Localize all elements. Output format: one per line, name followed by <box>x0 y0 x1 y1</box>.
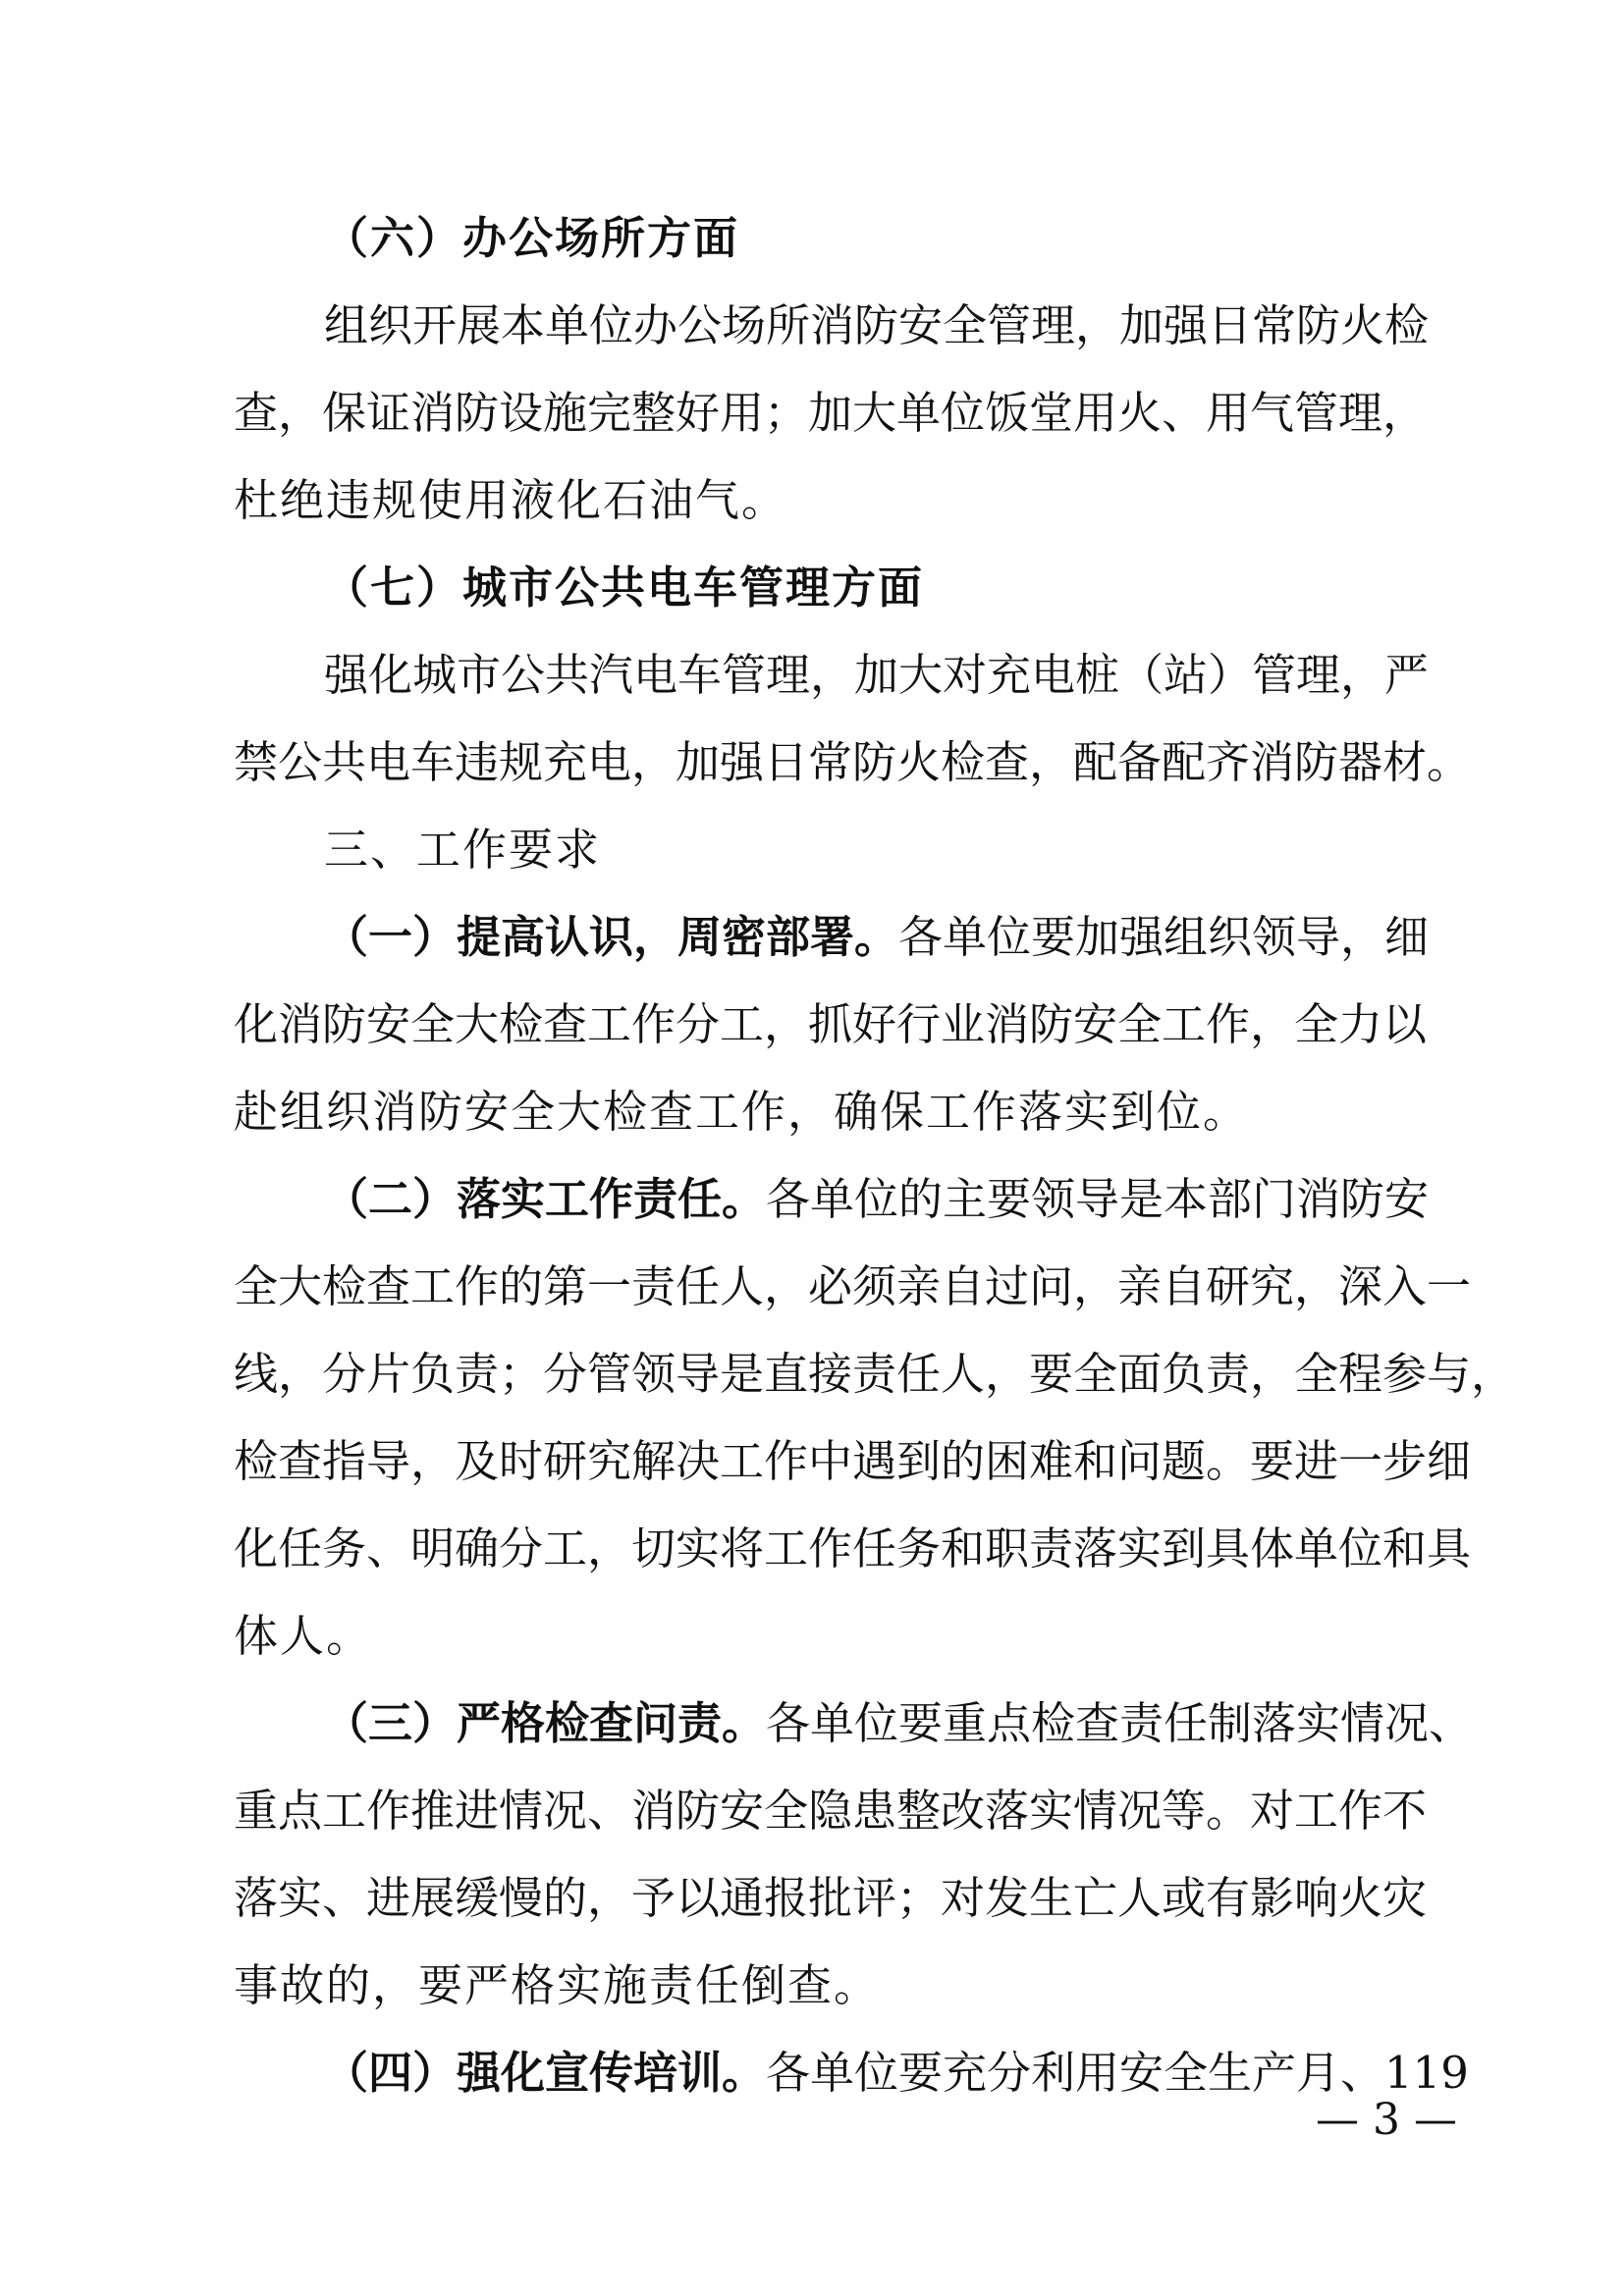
paragraph-line: 赴组织消防安全大检查工作，确保工作落实到位。 <box>234 1086 1250 1138</box>
paragraph-line: 检查指导，及时研究解决工作中遇到的困难和问题。要进一步细 <box>234 1435 1472 1487</box>
requirement-title: （四）强化宣传培训。 <box>324 2047 767 2099</box>
requirement-first-line <box>324 2039 1469 2108</box>
paragraph-line: 重点工作推进情况、消防安全隐患整改落实情况等。对工作不 <box>234 1785 1428 1837</box>
paragraph-line: 体人。 <box>234 1610 373 1662</box>
requirement-first-line-text: 各单位要充分利用安全生产月、119 <box>766 2047 1469 2099</box>
paragraph-line: 组织开展本单位办公场所消防安全管理，加强日常防火检 <box>324 299 1430 351</box>
requirement-first-line-text: 各单位要重点检查责任制落实情况、 <box>766 1697 1474 1749</box>
requirement-first-line <box>324 1165 1430 1234</box>
paragraph-line: 线，分片负责；分管领导是直接责任人，要全面负责，全程参与， <box>234 1348 1516 1400</box>
page-number: — 3 — <box>1316 2095 1457 2145</box>
paragraph-line: 事故的，要严格实施责任倒查。 <box>234 1959 881 2011</box>
paragraph-line: 强化城市公共汽电车管理，加大对充电桩（站）管理，严 <box>324 649 1430 701</box>
section-heading-office: （六）办公场所方面 <box>324 212 740 264</box>
paragraph-line: 化消防安全大检查工作分工，抓好行业消防安全工作，全力以 <box>234 998 1428 1050</box>
requirement-first-line <box>324 903 1430 972</box>
paragraph-line: 查，保证消防设施完整好用；加大单位饭堂用火、用气管理， <box>234 387 1428 439</box>
section-heading-tram: （七）城市公共电车管理方面 <box>324 561 925 614</box>
paragraph-line: 落实、进展缓慢的，予以通报批评；对发生亡人或有影响火灾 <box>234 1872 1428 1924</box>
paragraph-line: 全大检查工作的第一责任人，必须亲自过问，亲自研究，深入一 <box>234 1260 1472 1312</box>
paragraph-line: 禁公共电车违规充电，加强日常防火检查，配备配齐消防器材。 <box>234 736 1472 788</box>
requirement-title: （一）提高认识，周密部署。 <box>324 911 899 963</box>
requirement-title: （二）落实工作责任。 <box>324 1173 767 1225</box>
requirement-first-line <box>324 1689 1474 1758</box>
part-heading-work-requirements: 三、工作要求 <box>324 824 602 876</box>
requirement-first-line-text: 各单位要加强组织领导，细 <box>898 911 1430 963</box>
requirement-first-line-text: 各单位的主要领导是本部门消防安 <box>766 1173 1430 1225</box>
requirement-title: （三）严格检查问责。 <box>324 1697 767 1749</box>
paragraph-line: 杜绝违规使用液化石油气。 <box>234 474 788 526</box>
paragraph-line: 化任务、明确分工，切实将工作任务和职责落实到具体单位和具 <box>234 1522 1472 1575</box>
